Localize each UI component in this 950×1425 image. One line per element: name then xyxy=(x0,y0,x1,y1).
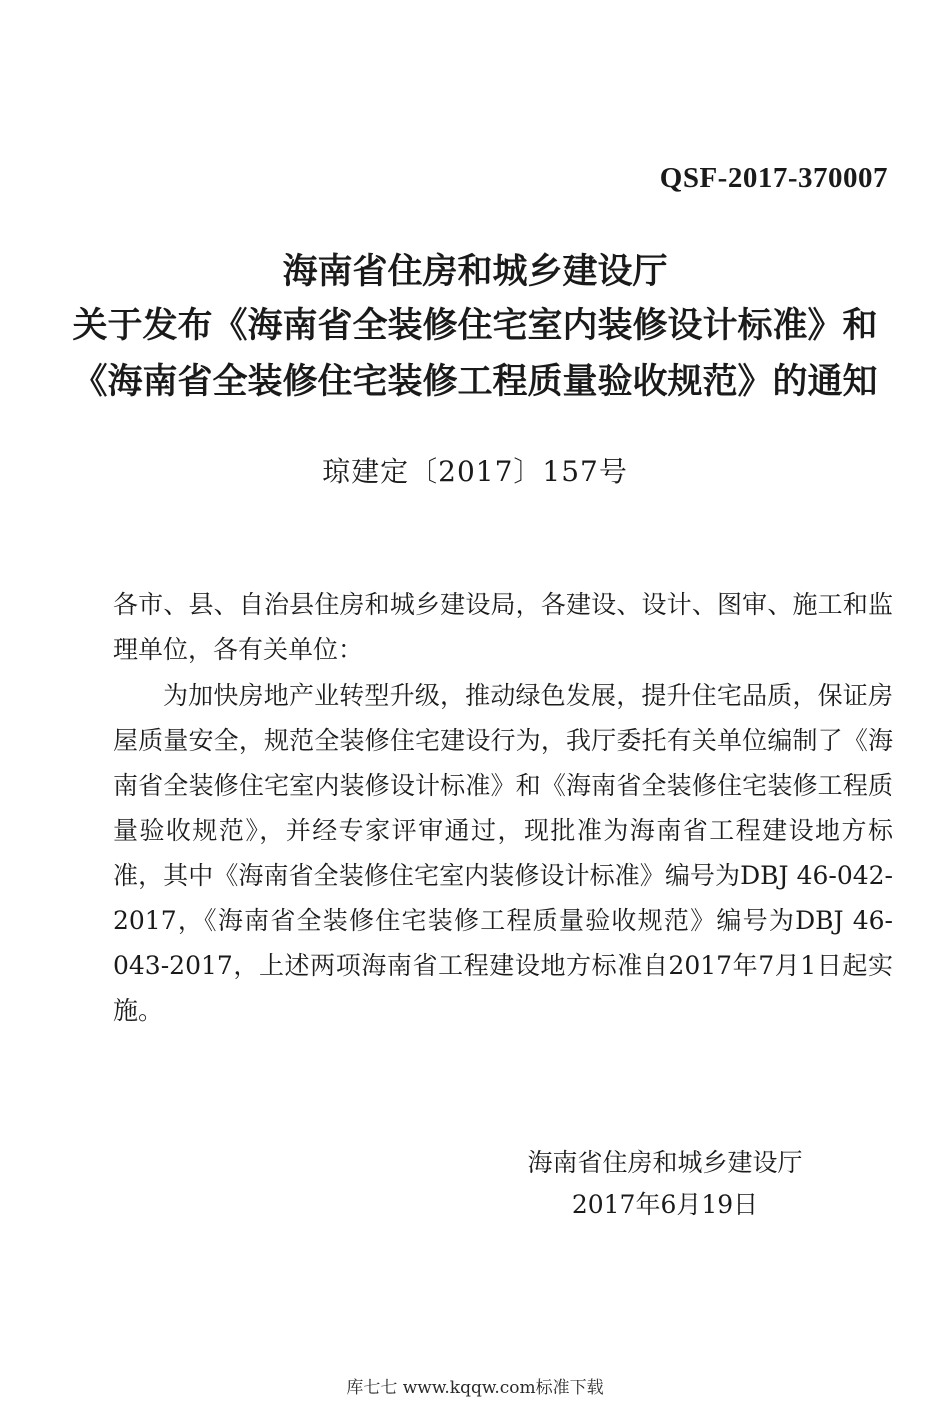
document-number: 琼建定〔2017〕157号 xyxy=(322,455,628,488)
title-line-3: 《海南省全装修住宅装修工程质量验收规范》的通知 xyxy=(72,362,878,402)
signature-organization: 海南省住房和城乡建设厅 xyxy=(527,1148,803,1177)
title-line-1: 海南省住房和城乡建设厅 xyxy=(282,252,668,292)
document-code: QSF-2017-370007 xyxy=(659,162,888,194)
salutation: 各市、县、自治县住房和城乡建设局，各建设、设计、图审、施工和监理单位，各有关单位： xyxy=(113,590,893,664)
body-paragraph: 为加快房地产业转型升级，推动绿色发展，提升住宅品质，保证房屋质量安全，规范全装修住宅建设行为，我厅委托有关单位编制了《海南省全装修住宅室内装修设计标准》和《海南省全装修住宅装修工程质量验收规范》，并经专家评审通过，现批准为海南省工程建设地方标准，其中《海南省全装修住宅室内装修设计标准》编号为DBJ 46-042-2017，《海南省全装修住宅装修工程质量验收规范》编号为DBJ 46-043-2017，上述两项海南省工程建设地方标准自2017年7月1日起实施。 xyxy=(113,681,893,1025)
signature-date: 2017年6月19日 xyxy=(571,1190,759,1219)
footer-watermark: 库七七 www.kqqw.com标准下载 xyxy=(346,1378,604,1398)
title-line-2: 关于发布《海南省全装修住宅室内装修设计标准》和 xyxy=(72,306,878,346)
